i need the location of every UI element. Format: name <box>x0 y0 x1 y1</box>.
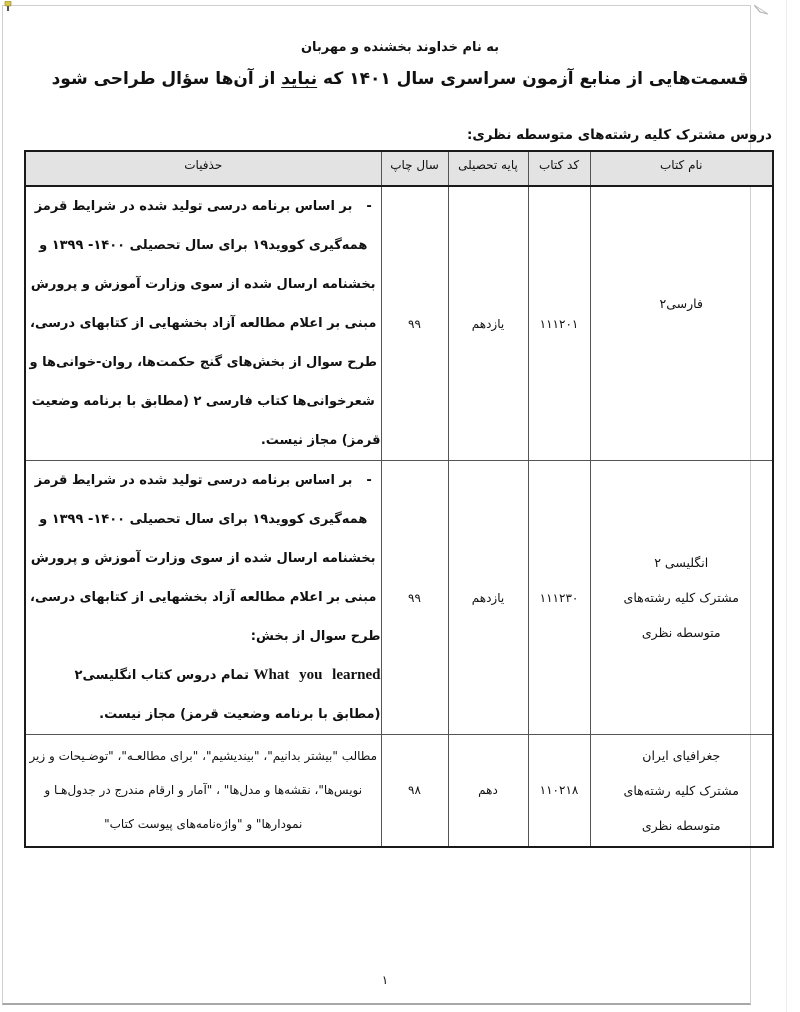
header-grade: پایه تحصیلی <box>448 151 528 186</box>
book-name-sub: مشترک کلیه رشته‌های <box>623 590 739 605</box>
section-title: دروس مشترک کلیه رشته‌های متوسطه نظری: <box>467 127 772 143</box>
book-code-cell: ۱۱۱۲۰۱ <box>528 186 590 461</box>
print-year-cell: ۹۹ <box>381 461 448 735</box>
header-exclusions: حذفیات <box>25 151 381 186</box>
book-name-cell <box>590 735 773 847</box>
header-book-code: کد کتاب <box>528 151 590 186</box>
pin-icon <box>4 1 12 12</box>
table-row <box>25 186 773 461</box>
document-title <box>0 69 800 89</box>
grade-cell: یازدهم <box>448 461 528 735</box>
invocation-heading: به نام خداوند بخشنده و مهربان <box>300 40 500 55</box>
page-corner-fold-icon <box>754 4 768 16</box>
grade-cell: یازدهم <box>448 186 528 461</box>
book-name-sub: متوسطه نظری <box>641 817 721 833</box>
header-print-year: سال چاپ <box>381 151 448 186</box>
book-name-sub: متوسطه نظری <box>641 625 721 640</box>
book-name: فارسی۲ <box>659 296 703 311</box>
exclusions-cell <box>25 186 381 461</box>
print-year-cell: ۹۹ <box>381 186 448 461</box>
list-dash: - <box>366 473 372 488</box>
title-part-2: از آن‌ها سؤال طراحی شود <box>51 69 282 89</box>
viewer-edge <box>786 0 787 1012</box>
title-underlined-word: نباید <box>281 69 318 89</box>
page-number: ۱ <box>381 973 389 987</box>
list-dash: - <box>366 199 372 214</box>
exclusions-cell: مطالب "بیشتر بدانیم"، "بیندیشیم"، "برای مطالعـه"، "توضـیحات و زیر نویس‌ها"، نقشه‌ها و مدل‌ها" ، "آمار و ارقام مندرج در جدول‌هـا و نمودارها" و "واژه‌نامه‌های پیوست کتاب" <box>25 735 381 847</box>
english-section-name: What you learned <box>253 667 381 683</box>
exclusions-text-2: تمام دروس کتاب انگلیسی۲ <box>74 668 249 683</box>
table-row <box>25 735 773 847</box>
book-name-cell <box>590 186 773 461</box>
table-row <box>25 461 773 735</box>
book-name: انگلیسی ۲ <box>654 555 709 570</box>
exclusions-text-3: (مطابق با برنامه وضعیت قرمز) مجاز نیست. <box>99 707 381 722</box>
exclusions-text: بر اساس برنامه درسی تولید شده در شرایط قرمز همه‌گیری کووید۱۹ برای سال تحصیلی ۱۴۰۰- ۱۳۹۹ و بخشنامه ارسال شده از سوی وزارت آموزش و پرورش مبنی بر اعلام مطالعه آزاد بخشهایی از کتابهای درسی، طرح سوال از بخش: <box>30 473 381 644</box>
exclusions-cell <box>25 461 381 735</box>
book-code-cell: ۱۱۰۲۱۸ <box>528 735 590 847</box>
table-header-row <box>25 151 773 186</box>
exclusions-table <box>24 150 774 848</box>
header-book-name: نام کتاب <box>590 151 773 186</box>
book-name: جغرافیای ایران <box>642 747 721 763</box>
title-part-1: قسمت‌هایی از منابع آزمون سراسری سال ۱۴۰۱ که <box>317 69 749 89</box>
book-name-sub: مشترک کلیه رشته‌های <box>623 782 739 798</box>
book-code-cell: ۱۱۱۲۳۰ <box>528 461 590 735</box>
book-name-cell <box>590 461 773 735</box>
grade-cell: دهم <box>448 735 528 847</box>
print-year-cell: ۹۸ <box>381 735 448 847</box>
exclusions-text: بر اساس برنامه درسی تولید شده در شرایط قرمز همه‌گیری کووید۱۹ برای سال تحصیلی ۱۴۰۰- ۱۳۹۹ و بخشنامه ارسال شده از سوی وزارت آموزش و پرورش مبنی بر اعلام مطالعه آزاد بخشهایی از کتابهای درسی، طرح سوال از بخش‌های گنج حکمت‌ها، روان-خوانی‌ها و شعرخوانی‌ها کتاب فارسی ۲ (مطابق با برنامه وضعیت قرمز) مجاز نیست. <box>29 199 381 448</box>
